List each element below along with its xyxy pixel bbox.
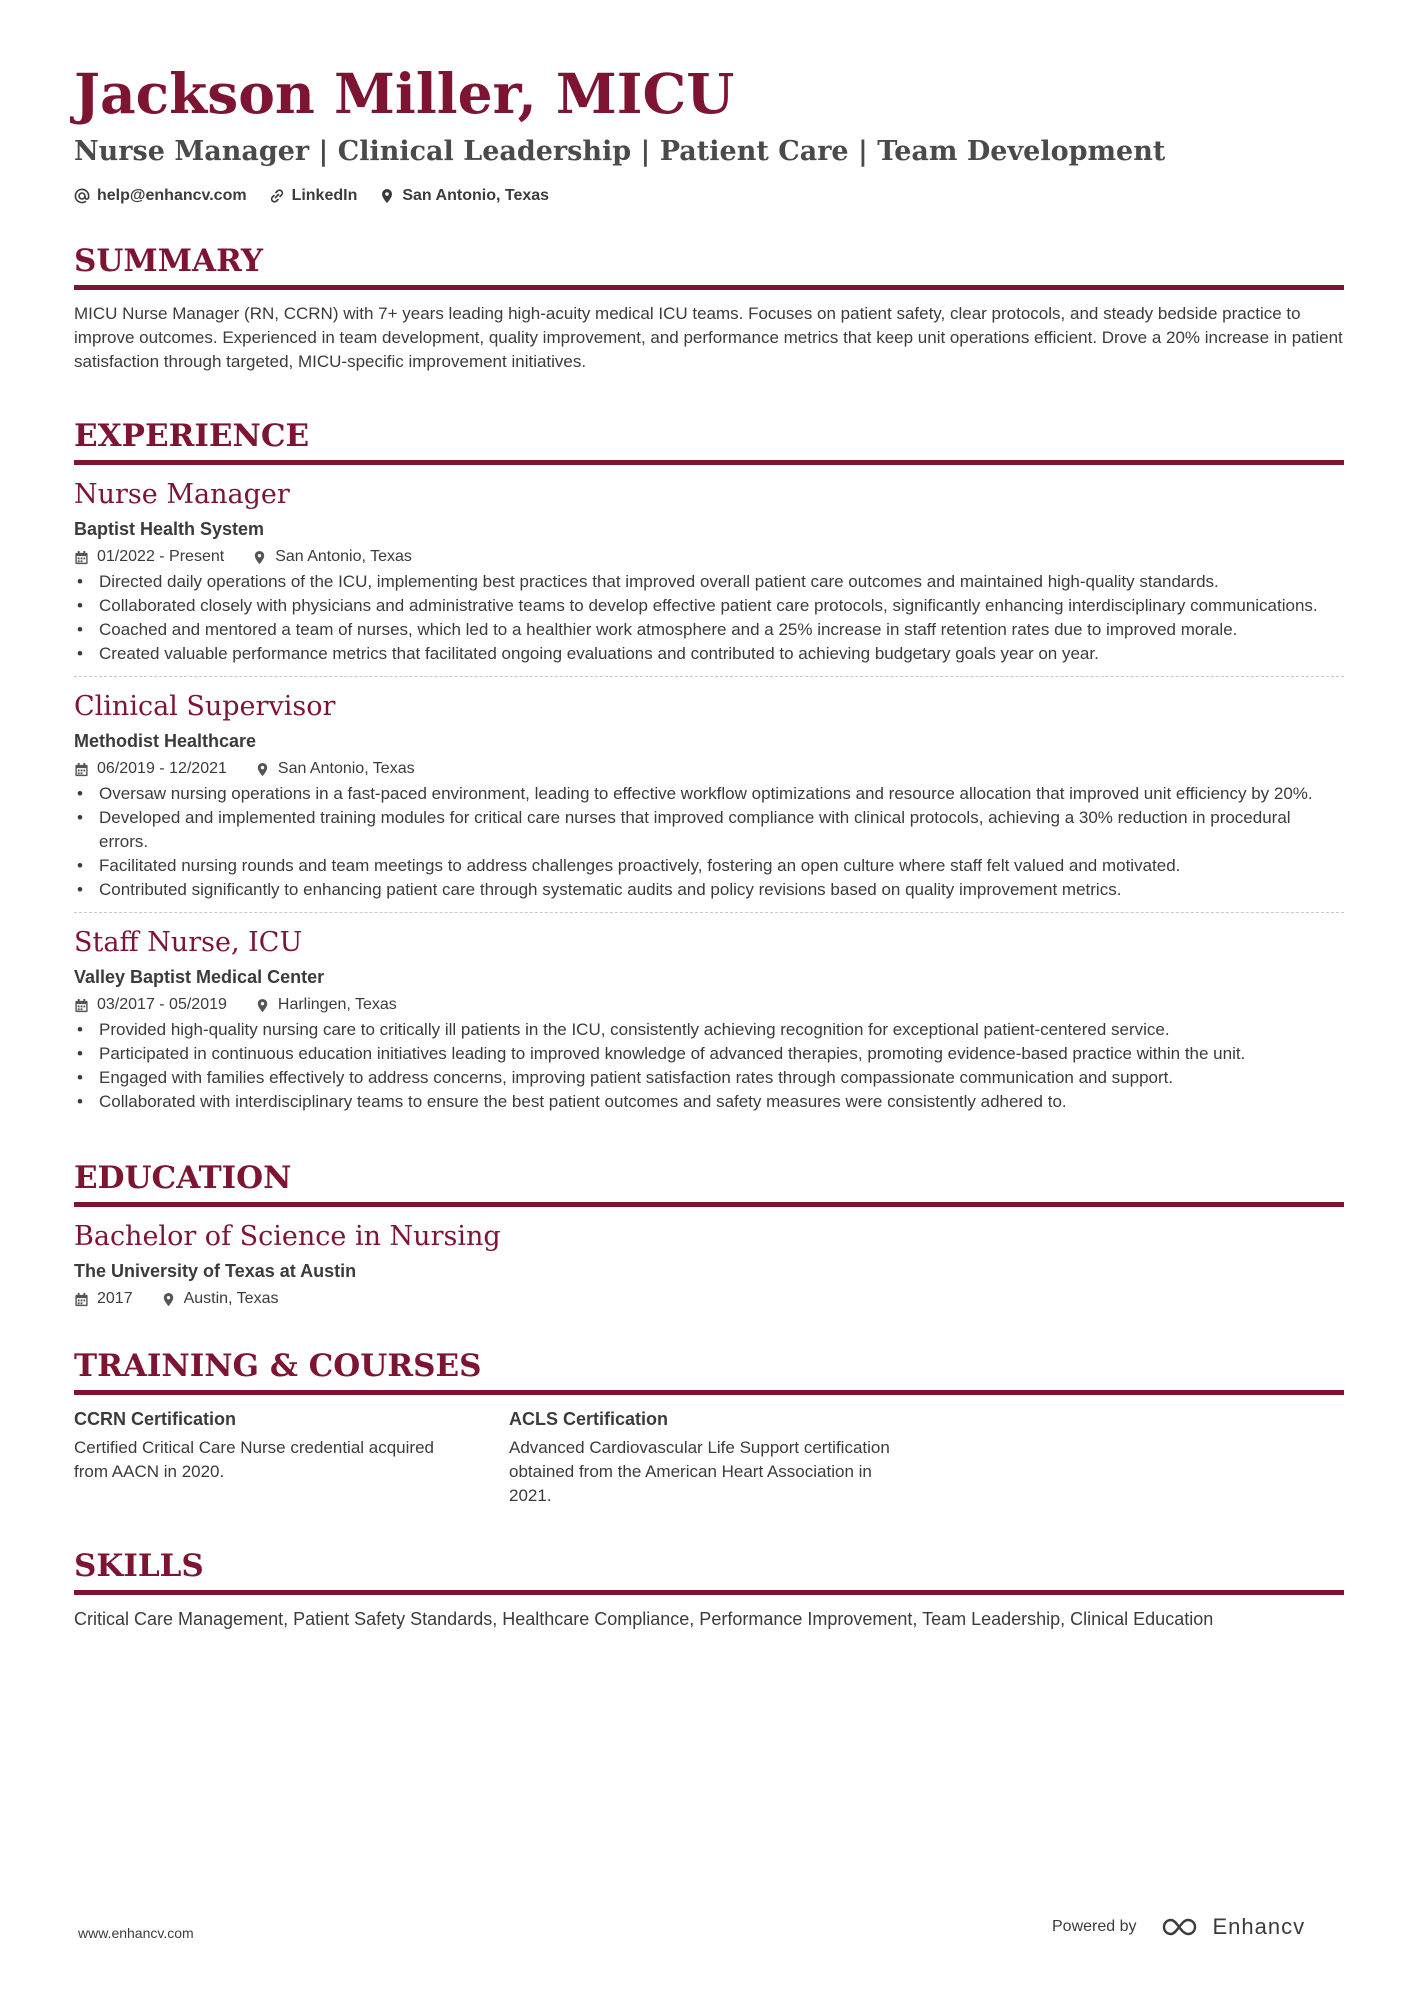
job-company: Valley Baptist Medical Center bbox=[74, 967, 325, 987]
at-icon bbox=[74, 188, 90, 204]
list-item: • Developed and implemented training modules for critical care nurses that improved compliance with clinical protocols, achieving a 30% reduction in procedural errors. bbox=[74, 806, 1344, 854]
training-section bbox=[74, 1348, 1344, 1508]
job-bullets bbox=[74, 570, 1344, 666]
education-year: 2017 bbox=[97, 1290, 133, 1307]
job-dates: 06/2019 - 12/2021 bbox=[97, 760, 227, 777]
job-company: Methodist Healthcare bbox=[74, 731, 257, 751]
training-heading: TRAINING & COURSES bbox=[74, 1348, 1344, 1395]
list-item: • Coached and mentored a team of nurses, which led to a healthier work atmosphere and a 25% increase in staff retention rates due to improved morale. bbox=[74, 618, 1344, 642]
list-item: • Collaborated closely with physicians and administrative teams to develop effective patient care protocols, significantly enhancing interdisciplinary communications. bbox=[74, 594, 1344, 618]
job-dates: 01/2022 - Present bbox=[97, 548, 225, 565]
job-location: San Antonio, Texas bbox=[275, 548, 412, 565]
degree-title: Bachelor of Science in Nursing bbox=[74, 1221, 501, 1252]
footer-branding bbox=[1052, 1914, 1305, 1940]
job-bullets bbox=[74, 1018, 1344, 1114]
course-title: CCRN Certification bbox=[74, 1409, 237, 1429]
resume-page bbox=[74, 56, 1344, 1630]
location-text: San Antonio, Texas bbox=[402, 187, 550, 204]
job-dates: 03/2017 - 05/2019 bbox=[97, 996, 227, 1013]
candidate-title: Nurse Manager | Clinical Leadership | Patient Care | Team Development bbox=[74, 136, 1166, 167]
list-item: • Directed daily operations of the ICU, implementing best practices that improved overall patient care outcomes and maintained high-quality standards. bbox=[74, 570, 1344, 594]
course-entry bbox=[509, 1409, 904, 1508]
calendar-icon bbox=[74, 762, 89, 777]
job-entry bbox=[74, 677, 1344, 913]
location-pin-icon bbox=[252, 550, 267, 565]
candidate-name: Jackson Miller, MICU bbox=[74, 61, 735, 126]
list-item: • Contributed significantly to enhancing patient care through systematic audits and policy revisions based on quality improvement metrics. bbox=[74, 878, 1344, 902]
location-pin-icon bbox=[255, 998, 270, 1013]
email-text: help@enhancv.com bbox=[97, 187, 247, 204]
course-description: Certified Critical Care Nurse credential acquired from AACN in 2020. bbox=[74, 1438, 434, 1481]
contact-linkedin[interactable] bbox=[269, 187, 358, 205]
education-section bbox=[74, 1160, 1344, 1308]
job-meta bbox=[74, 760, 1344, 778]
job-title: Nurse Manager bbox=[74, 479, 290, 510]
link-icon bbox=[269, 188, 285, 204]
school-name: The University of Texas at Austin bbox=[74, 1261, 357, 1281]
list-item: • Engaged with families effectively to address concerns, improving patient satisfaction rates through compassionate communication and support. bbox=[74, 1066, 1344, 1090]
list-item: • Provided high-quality nursing care to critically ill patients in the ICU, consistently achieving recognition for exceptional patient-centered service. bbox=[74, 1018, 1344, 1042]
powered-by-text: Powered by bbox=[1052, 1918, 1137, 1935]
summary-heading: SUMMARY bbox=[74, 243, 1344, 290]
summary-section bbox=[74, 243, 1344, 374]
enhancv-logo-icon bbox=[1161, 1916, 1205, 1938]
job-bullets bbox=[74, 782, 1344, 902]
list-item: • Collaborated with interdisciplinary teams to ensure the best patient outcomes and safety measures were consistently adhered to. bbox=[74, 1090, 1344, 1114]
location-pin-icon bbox=[379, 188, 395, 204]
brand-logo[interactable] bbox=[1161, 1914, 1306, 1940]
skills-heading: SKILLS bbox=[74, 1548, 1344, 1595]
job-meta bbox=[74, 996, 1344, 1014]
job-location: San Antonio, Texas bbox=[277, 760, 415, 777]
course-title: ACLS Certification bbox=[509, 1409, 669, 1429]
job-title: Clinical Supervisor bbox=[74, 691, 336, 722]
contact-bar bbox=[74, 187, 1344, 205]
job-entry bbox=[74, 465, 1344, 677]
summary-text: MICU Nurse Manager (RN, CCRN) with 7+ years leading high-acuity medical ICU teams. Focuses on patient safety, clear protocols, and steady bedside practice to improve outcomes. Experienced in team development, quality improvement, and performance metrics that keep unit operations efficient. Drove a 20% increase in patient satisfaction through targeted, MICU-specific improvement initiatives. bbox=[74, 304, 1343, 371]
calendar-icon bbox=[74, 550, 89, 565]
location-pin-icon bbox=[255, 762, 270, 777]
list-item: • Created valuable performance metrics that facilitated ongoing evaluations and contributed to achieving budgetary goals year on year. bbox=[74, 642, 1344, 666]
list-item: • Participated in continuous education initiatives leading to improved knowledge of advanced therapies, promoting evidence-based practice within the unit. bbox=[74, 1042, 1344, 1066]
job-title: Staff Nurse, ICU bbox=[74, 927, 303, 958]
brand-name: Enhancv bbox=[1212, 1914, 1306, 1939]
contact-location bbox=[379, 187, 549, 205]
linkedin-text: LinkedIn bbox=[291, 187, 358, 204]
contact-email[interactable] bbox=[74, 187, 247, 205]
education-heading: EDUCATION bbox=[74, 1160, 1344, 1207]
skills-text: Critical Care Management, Patient Safety Standards, Healthcare Compliance, Performance Improvement, Team Leadership, Clinical Education bbox=[74, 1609, 1214, 1629]
education-meta bbox=[74, 1290, 1344, 1308]
calendar-icon bbox=[74, 1292, 89, 1307]
job-location: Harlingen, Texas bbox=[277, 996, 397, 1013]
job-entry bbox=[74, 913, 1344, 1124]
list-item: • Facilitated nursing rounds and team meetings to address challenges proactively, fostering an open culture where staff felt valued and motivated. bbox=[74, 854, 1344, 878]
course-description: Advanced Cardiovascular Life Support certification obtained from the American Heart Association in 2021. bbox=[509, 1438, 890, 1505]
job-meta bbox=[74, 548, 1344, 566]
calendar-icon bbox=[74, 998, 89, 1013]
list-item: • Oversaw nursing operations in a fast-paced environment, leading to effective workflow optimizations and resource allocation that improved unit efficiency by 20%. bbox=[74, 782, 1344, 806]
footer-website[interactable]: www.enhancv.com bbox=[78, 1925, 194, 1941]
training-list bbox=[74, 1409, 1344, 1508]
job-company: Baptist Health System bbox=[74, 519, 265, 539]
course-entry bbox=[74, 1409, 469, 1508]
experience-section bbox=[74, 418, 1344, 1124]
location-pin-icon bbox=[161, 1292, 176, 1307]
education-entry bbox=[74, 1207, 1344, 1308]
skills-section bbox=[74, 1548, 1344, 1630]
education-location: Austin, Texas bbox=[183, 1290, 279, 1307]
experience-heading: EXPERIENCE bbox=[74, 418, 1344, 465]
